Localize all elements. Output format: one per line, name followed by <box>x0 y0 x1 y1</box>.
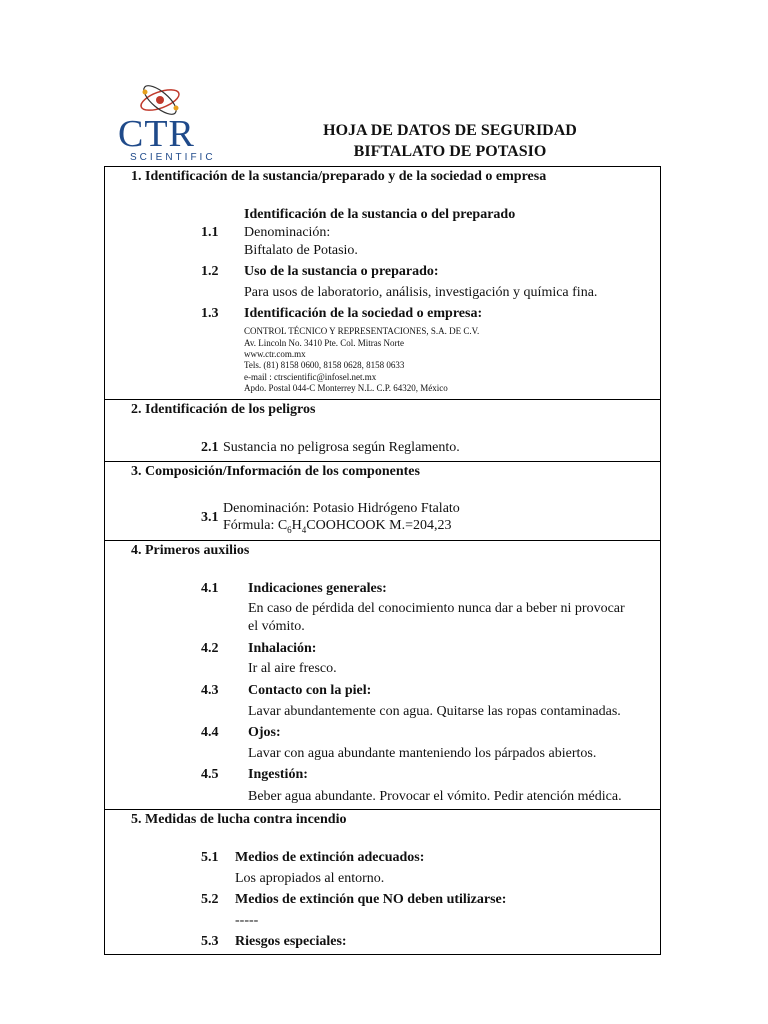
section-4-heading: 4. Primeros auxilios <box>131 543 250 558</box>
s1-label-2: Uso de la sustancia o preparado: <box>244 264 439 279</box>
section-4 <box>104 540 661 810</box>
s1-label-1: Denominación: <box>244 225 331 240</box>
s3-denominacion: Denominación: Potasio Hidrógeno Ftalato <box>223 501 460 516</box>
section-3 <box>104 461 661 541</box>
s4-label-1: Indicaciones generales: <box>248 581 387 596</box>
title-line-2: BIFTALATO DE POTASIO <box>353 143 547 160</box>
s1-subheading: Identificación de la sustancia o del preparado <box>244 207 516 222</box>
s4-num-4: 4.4 <box>201 725 219 740</box>
section-2 <box>104 399 661 462</box>
section-1-heading: 1. Identificación de la sustancia/preparado y de la sociedad o empresa <box>131 169 547 184</box>
section-5 <box>104 809 661 955</box>
s5-num-2: 5.2 <box>201 892 219 907</box>
s4-label-4: Ojos: <box>248 725 281 740</box>
s5-label-3: Riesgos especiales: <box>235 934 347 949</box>
logo-subtext: SCIENTIFIC <box>130 152 216 163</box>
company-address: Av. Lincoln No. 3410 Pte. Col. Mitras Norte <box>244 338 404 348</box>
s5-num-1: 5.1 <box>201 850 219 865</box>
s4-num-3: 4.3 <box>201 683 219 698</box>
company-website: www.ctr.com.mx <box>244 349 306 359</box>
s5-value-1: Los apropiados al entorno. <box>235 871 385 886</box>
s4-line-4: Lavar con agua abundante manteniendo los párpados abiertos. <box>248 746 597 761</box>
s4-line-1a: En caso de pérdida del conocimiento nunca dar a beber ni provocar <box>248 601 625 616</box>
section-5-heading: 5. Medidas de lucha contra incendio <box>131 812 347 827</box>
s4-label-3: Contacto con la piel: <box>248 683 372 698</box>
document-title <box>250 120 650 162</box>
s3-num-1: 3.1 <box>201 510 219 525</box>
title-line-1: HOJA DE DATOS DE SEGURIDAD <box>323 122 577 139</box>
s4-label-5: Ingestión: <box>248 767 308 782</box>
s4-line-5: Beber agua abundante. Provocar el vómito. Pedir atención médica. <box>248 789 622 804</box>
s4-num-5: 4.5 <box>201 767 219 782</box>
s5-num-3: 5.3 <box>201 934 219 949</box>
s1-num-1: 1.1 <box>201 225 219 240</box>
s4-num-2: 4.2 <box>201 641 219 656</box>
section-2-heading: 2. Identificación de los peligros <box>131 402 316 417</box>
s4-line-3: Lavar abundantemente con agua. Quitarse las ropas contaminadas. <box>248 704 621 719</box>
s4-line-2: Ir al aire fresco. <box>248 661 337 676</box>
s5-label-1: Medios de extinción adecuados: <box>235 850 425 865</box>
s1-label-3: Identificación de la sociedad o empresa: <box>244 306 483 321</box>
s2-num-1: 2.1 <box>201 440 219 455</box>
s5-value-2: ----- <box>235 913 259 928</box>
s1-num-2: 1.2 <box>201 264 219 279</box>
company-email: e-mail : ctrscientific@infosel.net.mx <box>244 372 377 382</box>
s1-num-3: 1.3 <box>201 306 219 321</box>
s1-value-2: Para usos de laboratorio, análisis, investigación y química fina. <box>244 285 598 300</box>
company-phones: Tels. (81) 8158 0600, 8158 0628, 8158 0633 <box>244 360 405 370</box>
s3-formula: Fórmula: $C_6H_4COOHCOOK$ M.=204,23 <box>223 518 452 535</box>
s4-num-1: 4.1 <box>201 581 219 596</box>
section-3-heading: 3. Composición/Información de los componentes <box>131 464 420 479</box>
s5-label-2: Medios de extinción que NO deben utilizarse: <box>235 892 507 907</box>
section-1 <box>104 166 661 400</box>
logo-text: CTR <box>118 113 195 155</box>
s4-label-2: Inhalación: <box>248 641 317 656</box>
s2-value-1: Sustancia no peligrosa según Reglamento. <box>223 440 460 455</box>
s1-value-1: Biftalato de Potasio. <box>244 243 358 258</box>
s4-line-1b: el vómito. <box>248 619 305 634</box>
company-postal: Apdo. Postal 044-C Monterrey N.L. C.P. 64320, México <box>244 383 448 393</box>
company-name: CONTROL TÉCNICO Y REPRESENTACIONES, S.A. DE C.V. <box>244 326 480 336</box>
